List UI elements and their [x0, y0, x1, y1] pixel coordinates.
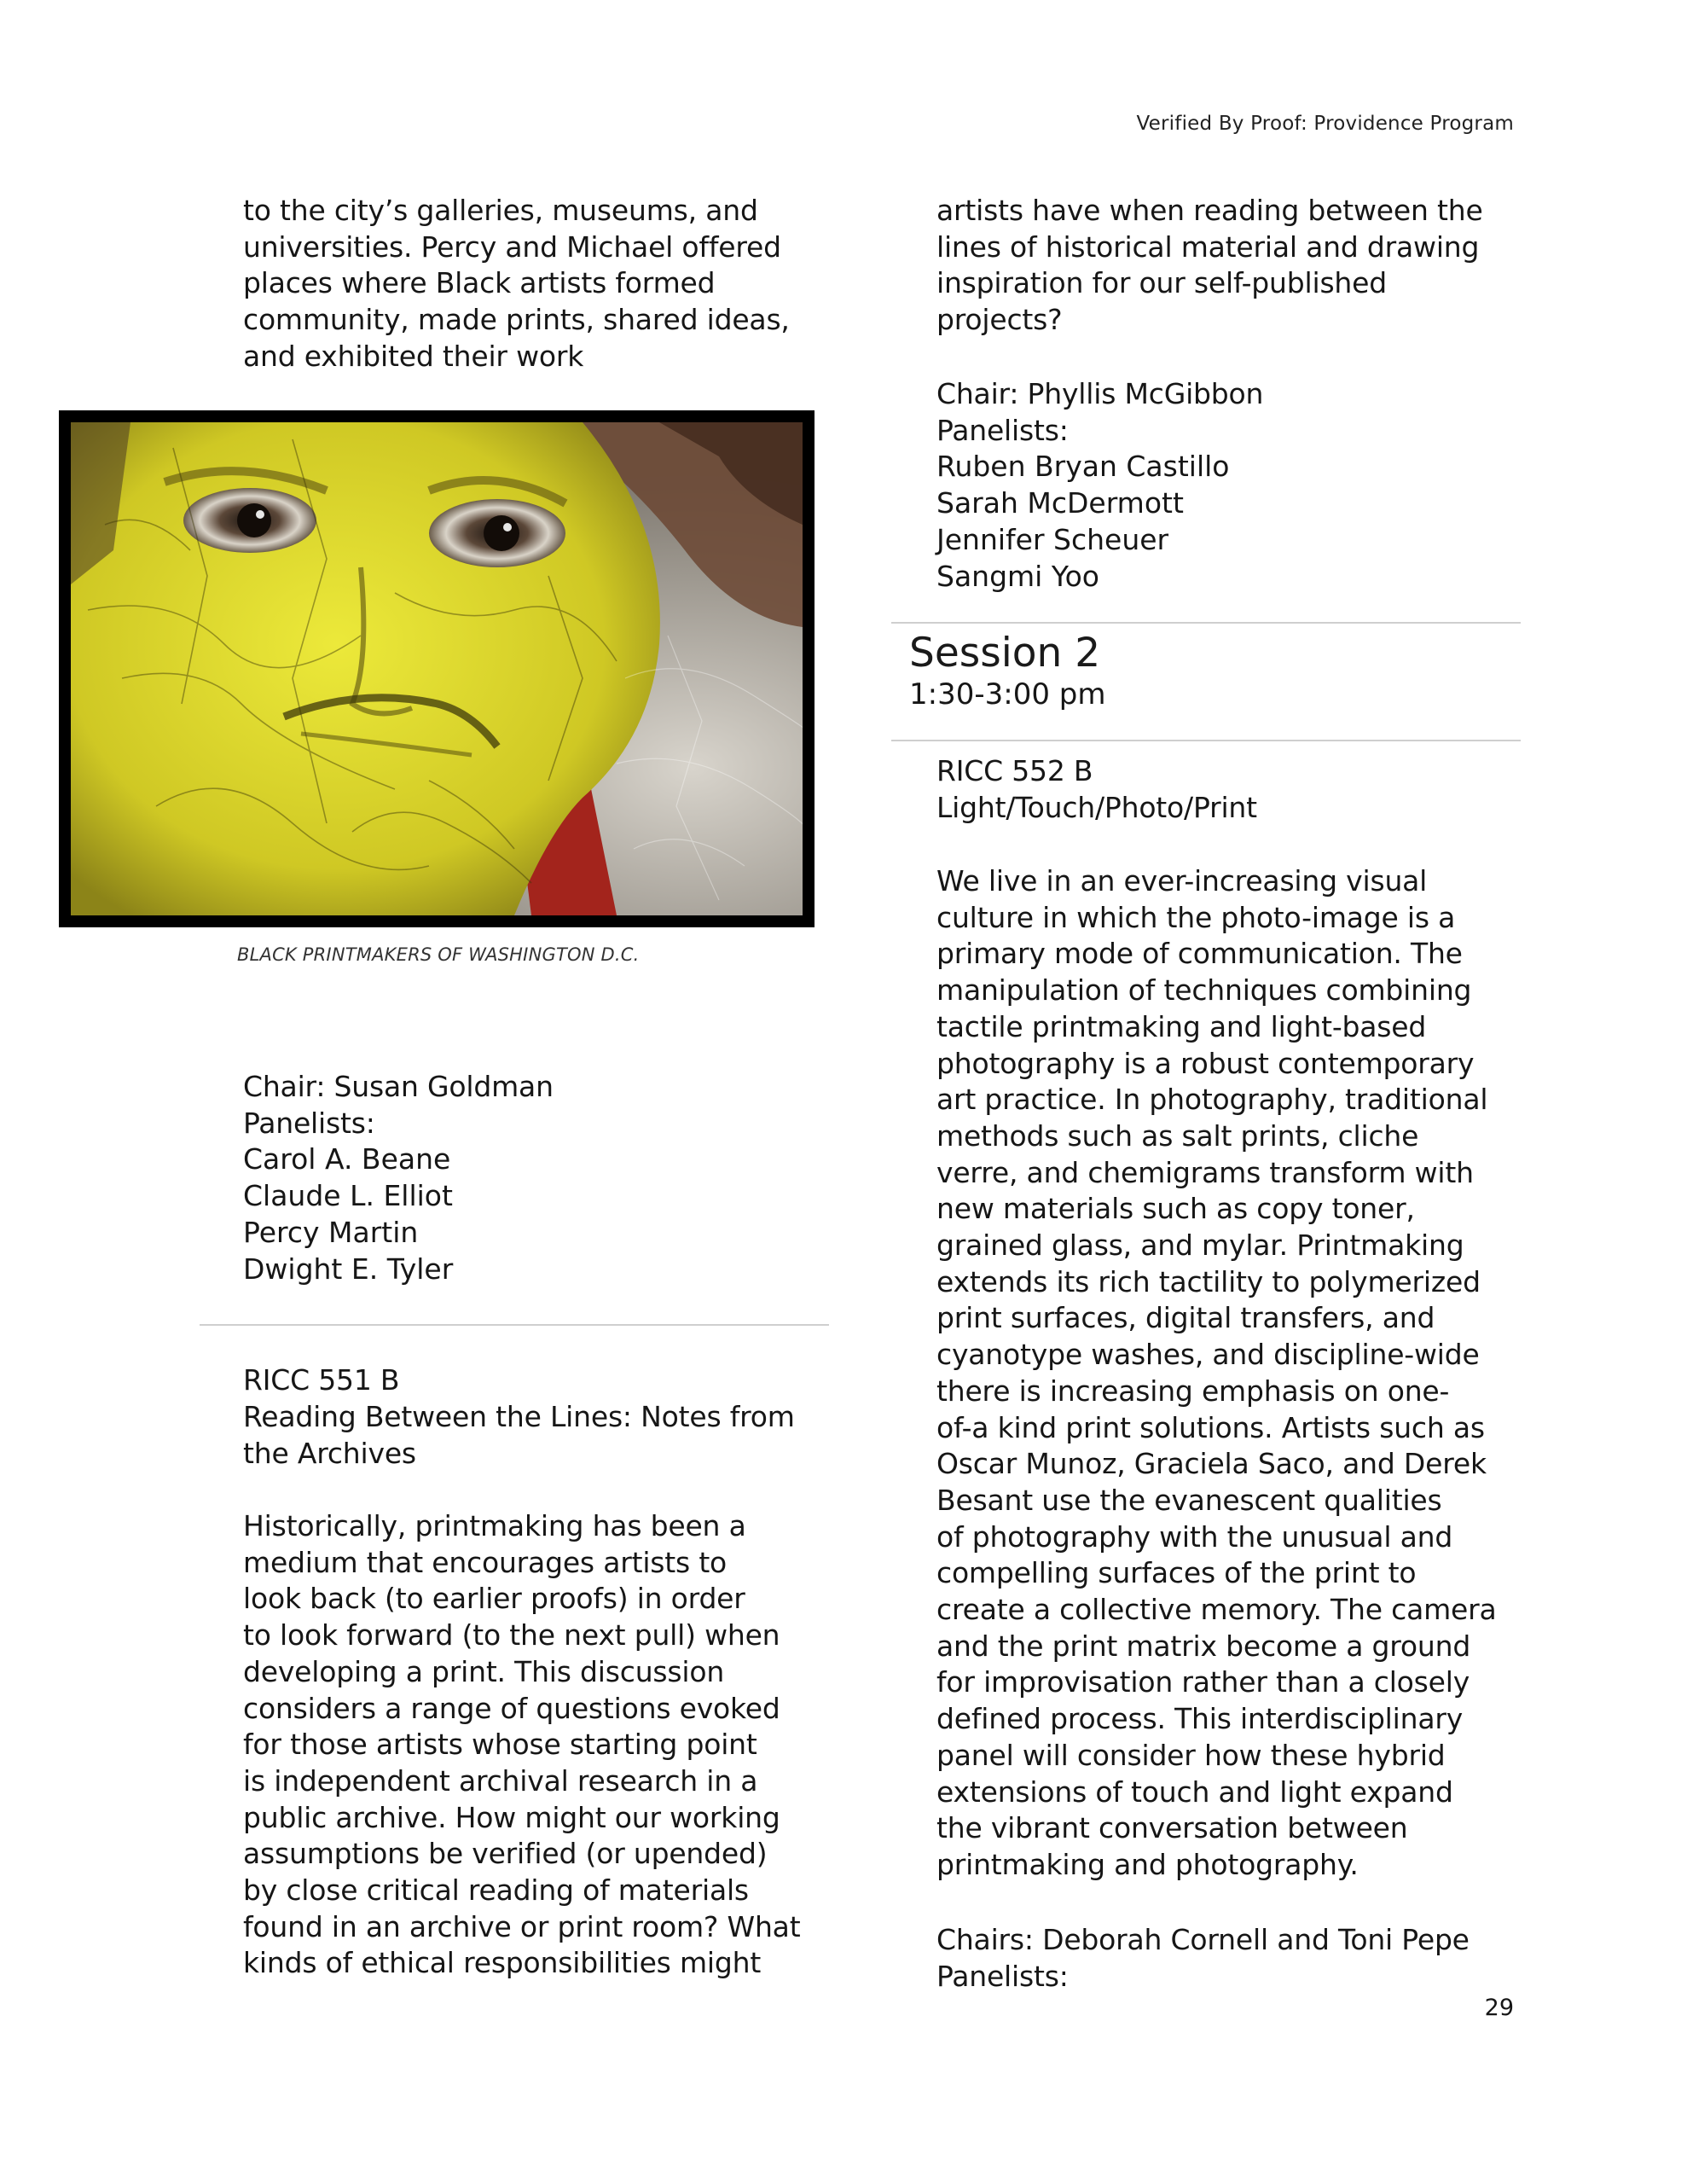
- panelists-label: Panelists:: [243, 1106, 375, 1140]
- panelist-name: Claude L. Elliot: [243, 1179, 453, 1213]
- panel-551b-credits: [936, 376, 1263, 595]
- session-552b-description: We live in an ever-increasing visual culture in which the photo-image is a primary mode of communication. The manipulation of techniques combining tactile printmaking and light-based photography is a robust contemporary art practice. In photography, traditional methods such as salt prints, cliche verre, and chemigrams transform with new materials such as copy toner, grained glass, and mylar. Printmaking extends its rich tactility to polymerized print surfaces, digital transfers, and cyanotype washes, and discipline-wide there is increasing emphasis on one- of-a kind print solutions. Artists such as Oscar Munoz, Graciela Saco, and Derek Besant use the evanescent qualities of photography with the unusual and compelling surfaces of the print to create a collective memory. The camera and the print matrix become a ground for improvisation rather than a closely defined process. This interdisciplinary panel will consider how these hybrid extensions of touch and light expand the vibrant conversation between printmaking and photography.: [936, 864, 1497, 1881]
- panelists-list: [936, 449, 1263, 595]
- chair-line: Chair: Susan Goldman: [243, 1070, 554, 1103]
- chairs-line: Chairs: Deborah Cornell and Toni Pepe: [936, 1923, 1470, 1956]
- section-divider: [891, 622, 1521, 624]
- panelist-name: Carol A. Beane: [243, 1142, 451, 1176]
- panelist-name: Sarah McDermott: [936, 486, 1184, 520]
- session-551b-code: RICC 551 B: [243, 1363, 400, 1397]
- chair-line: Chair: Phyllis McGibbon: [936, 377, 1264, 410]
- section-divider: [891, 740, 1521, 741]
- panelist-name: Jennifer Scheuer: [936, 522, 1169, 556]
- session-551b-continuation: artists have when reading between the lines of historical material and drawing inspiration for our self-published projects?: [936, 194, 1483, 337]
- yellow-face-artwork: [71, 422, 803, 915]
- session-552b-title: Light/Touch/Photo/Print: [936, 791, 1257, 824]
- session-heading: Session 2: [909, 630, 1101, 677]
- artwork-image: [59, 410, 815, 927]
- panelist-name: Ruben Bryan Castillo: [936, 450, 1230, 484]
- panelist-name: Percy Martin: [243, 1215, 419, 1249]
- session-552b-code: RICC 552 B: [936, 754, 1093, 787]
- section-divider: [200, 1324, 829, 1326]
- session-551b-title: Reading Between the Lines: Notes from the Archives: [243, 1400, 795, 1470]
- session-551b-description: Historically, printmaking has been a medium that encourages artists to look back (to earlier proofs) in order to look forward (to the next pull) when developing a print. This discussion considers a range of questions evoked for those artists whose starting point is independent archival research in a public archive. How might our working assumptions be verified (or upended) by close critical reading of materials found in an archive or print room? What kinds of ethical responsibilities might: [243, 1509, 801, 1980]
- session-time: 1:30-3:00 pm: [909, 677, 1106, 712]
- page-number: 29: [1484, 1995, 1514, 2021]
- panelist-name: Sangmi Yoo: [936, 559, 1099, 593]
- intro-paragraph: to the city’s galleries, museums, and universities. Percy and Michael offered places where Black artists formed community, made prints, shared ideas, and exhibited their work: [243, 194, 790, 373]
- panelists-label: Panelists:: [936, 413, 1069, 447]
- panelists-list: [243, 1141, 554, 1287]
- panelists-label: Panelists:: [936, 1960, 1069, 1993]
- panelist-name: Dwight E. Tyler: [243, 1252, 454, 1286]
- running-header: Verified By Proof: Providence Program: [1136, 113, 1514, 135]
- panel-551a-credits: [243, 1069, 554, 1287]
- image-caption: BLACK PRINTMAKERS OF WASHINGTON D.C.: [237, 944, 640, 965]
